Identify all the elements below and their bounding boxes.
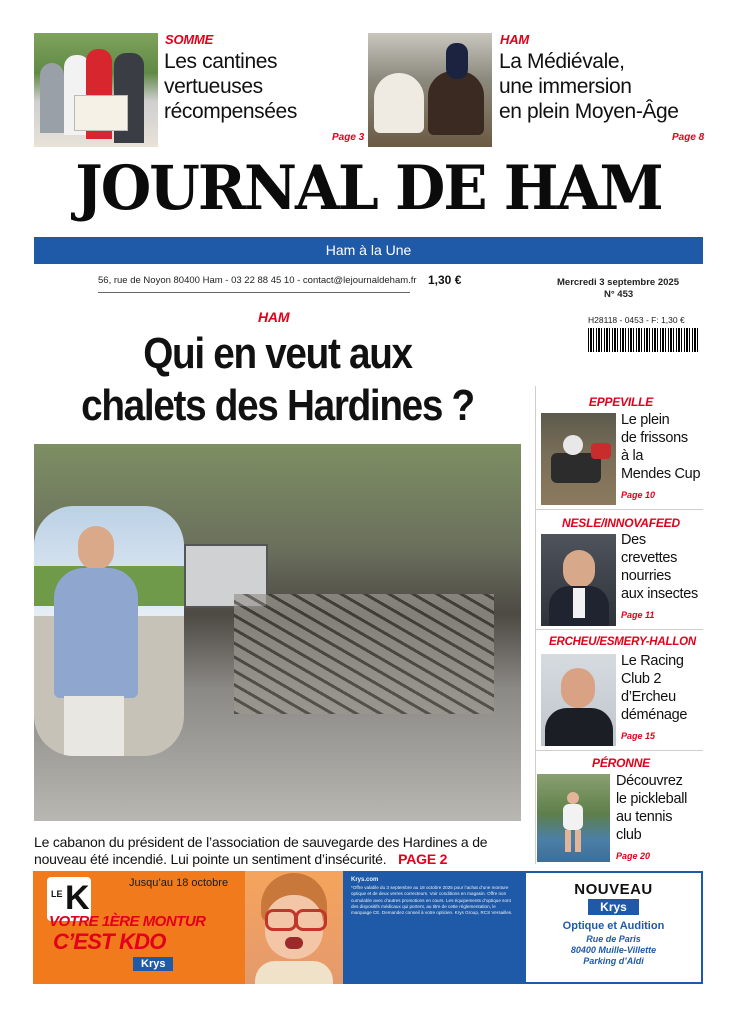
- side-title[interactable]: Le plein de frissons à la Mendes Cup: [621, 412, 701, 482]
- side-rule: [535, 509, 703, 510]
- side-photo-pickleball[interactable]: [537, 774, 610, 862]
- side-kicker: PÉRONNE: [592, 756, 650, 770]
- teaser-title[interactable]: La Médiévale, une immersion en plein Moyen-Âge: [499, 50, 679, 123]
- ad-store-address-2: 80400 Muille-Villette: [570, 945, 657, 955]
- ad-krys-promo[interactable]: [33, 871, 343, 984]
- ad-store-address-3: Parking d’Aldi: [583, 956, 644, 966]
- issue-number: N° 453: [604, 289, 634, 300]
- main-kicker: HAM: [258, 309, 290, 325]
- ad-store-brand: Krys: [588, 899, 639, 915]
- masthead-title: JOURNAL DE HAM: [75, 152, 662, 224]
- ad-slogan-2: C’EST KDO: [53, 929, 166, 954]
- main-title[interactable]: Qui en veut aux chalets des Hardines ?: [81, 329, 474, 430]
- main-caption: Le cabanon du président de l’association de sauvegarde des Hardines a de nouveau été incendié. Lui pointe un sentiment d’insécurité. PAGE 2: [34, 834, 488, 867]
- ad-store-subtitle: Optique et Audition: [562, 920, 665, 932]
- ad-date: Jusqu’au 18 octobre: [129, 877, 229, 889]
- teaser-page: Page 3: [332, 132, 365, 143]
- contact-info: 56, rue de Noyon 80400 Ham - 03 22 88 45 10 - contact@lejournaldeham.fr: [98, 275, 417, 286]
- price: 1,30 €: [428, 273, 462, 287]
- side-page: Page 10: [621, 490, 656, 500]
- side-photo-innovafeed[interactable]: [541, 534, 616, 626]
- teaser-photo-cantines[interactable]: [34, 33, 158, 147]
- side-photo-racing[interactable]: [541, 654, 616, 746]
- caption-page: PAGE 2: [398, 851, 448, 867]
- side-kicker: ERCHEU/ESMERY-HALLON: [549, 636, 696, 648]
- side-page: Page 20: [616, 851, 651, 861]
- ad-store-address-1: Rue de Paris: [586, 934, 641, 944]
- side-title[interactable]: Des crevettes nourries aux insectes: [621, 532, 698, 602]
- side-rule: [535, 750, 703, 751]
- teaser-photo-medievale[interactable]: [368, 33, 492, 147]
- ad-legal-text: Krys.com *Offre valable du 3 septembre au 18 octobre 2025 pour l’achat d’une monture optique et de deux verres correcteurs. Voir conditions en magasin. Offre non cumulable avec d’autres promotions en cours. Les équipements d’optique sont des dispositifs médicaux qui portent, au titre de cette réglementation, le marquage CE. Demandez conseil à votre opticien. Krys Group, RCS Versailles.: [343, 871, 524, 984]
- ad-store[interactable]: [524, 871, 703, 984]
- ad-slogan-1: VOTRE 1ÈRE MONTUR: [49, 913, 206, 930]
- side-photo-mendes[interactable]: [541, 413, 616, 505]
- teaser-kicker: SOMME: [165, 32, 214, 47]
- main-photo[interactable]: [34, 444, 521, 821]
- teaser-title[interactable]: Les cantines vertueuses récompensées: [164, 50, 297, 123]
- teaser-kicker: HAM: [500, 32, 530, 47]
- side-rule: [535, 629, 703, 630]
- teaser-page: Page 8: [672, 132, 705, 143]
- side-kicker: EPPEVILLE: [588, 395, 654, 409]
- ad-store-title: NOUVEAU: [574, 881, 653, 898]
- info-rule: [98, 292, 410, 293]
- issue-date: Mercredi 3 septembre 2025: [557, 277, 679, 288]
- ad-brand: Krys: [133, 957, 173, 971]
- side-page: Page 15: [621, 731, 656, 741]
- ad-badge: LE K: [47, 877, 91, 921]
- side-title[interactable]: Le Racing Club 2 d’Ercheu déménage: [621, 653, 688, 723]
- side-title[interactable]: Découvrez le pickleball au tennis club: [616, 773, 688, 843]
- sidebar-divider: [535, 386, 536, 864]
- side-page: Page 11: [621, 610, 655, 620]
- side-kicker: NESLE/INNOVAFEED: [562, 516, 680, 530]
- barcode: [588, 328, 698, 352]
- barcode-text: H28118 - 0453 - F: 1,30 €: [588, 315, 685, 325]
- ad-model-face: [245, 871, 343, 984]
- rubric-bar: Ham à la Une: [34, 237, 703, 264]
